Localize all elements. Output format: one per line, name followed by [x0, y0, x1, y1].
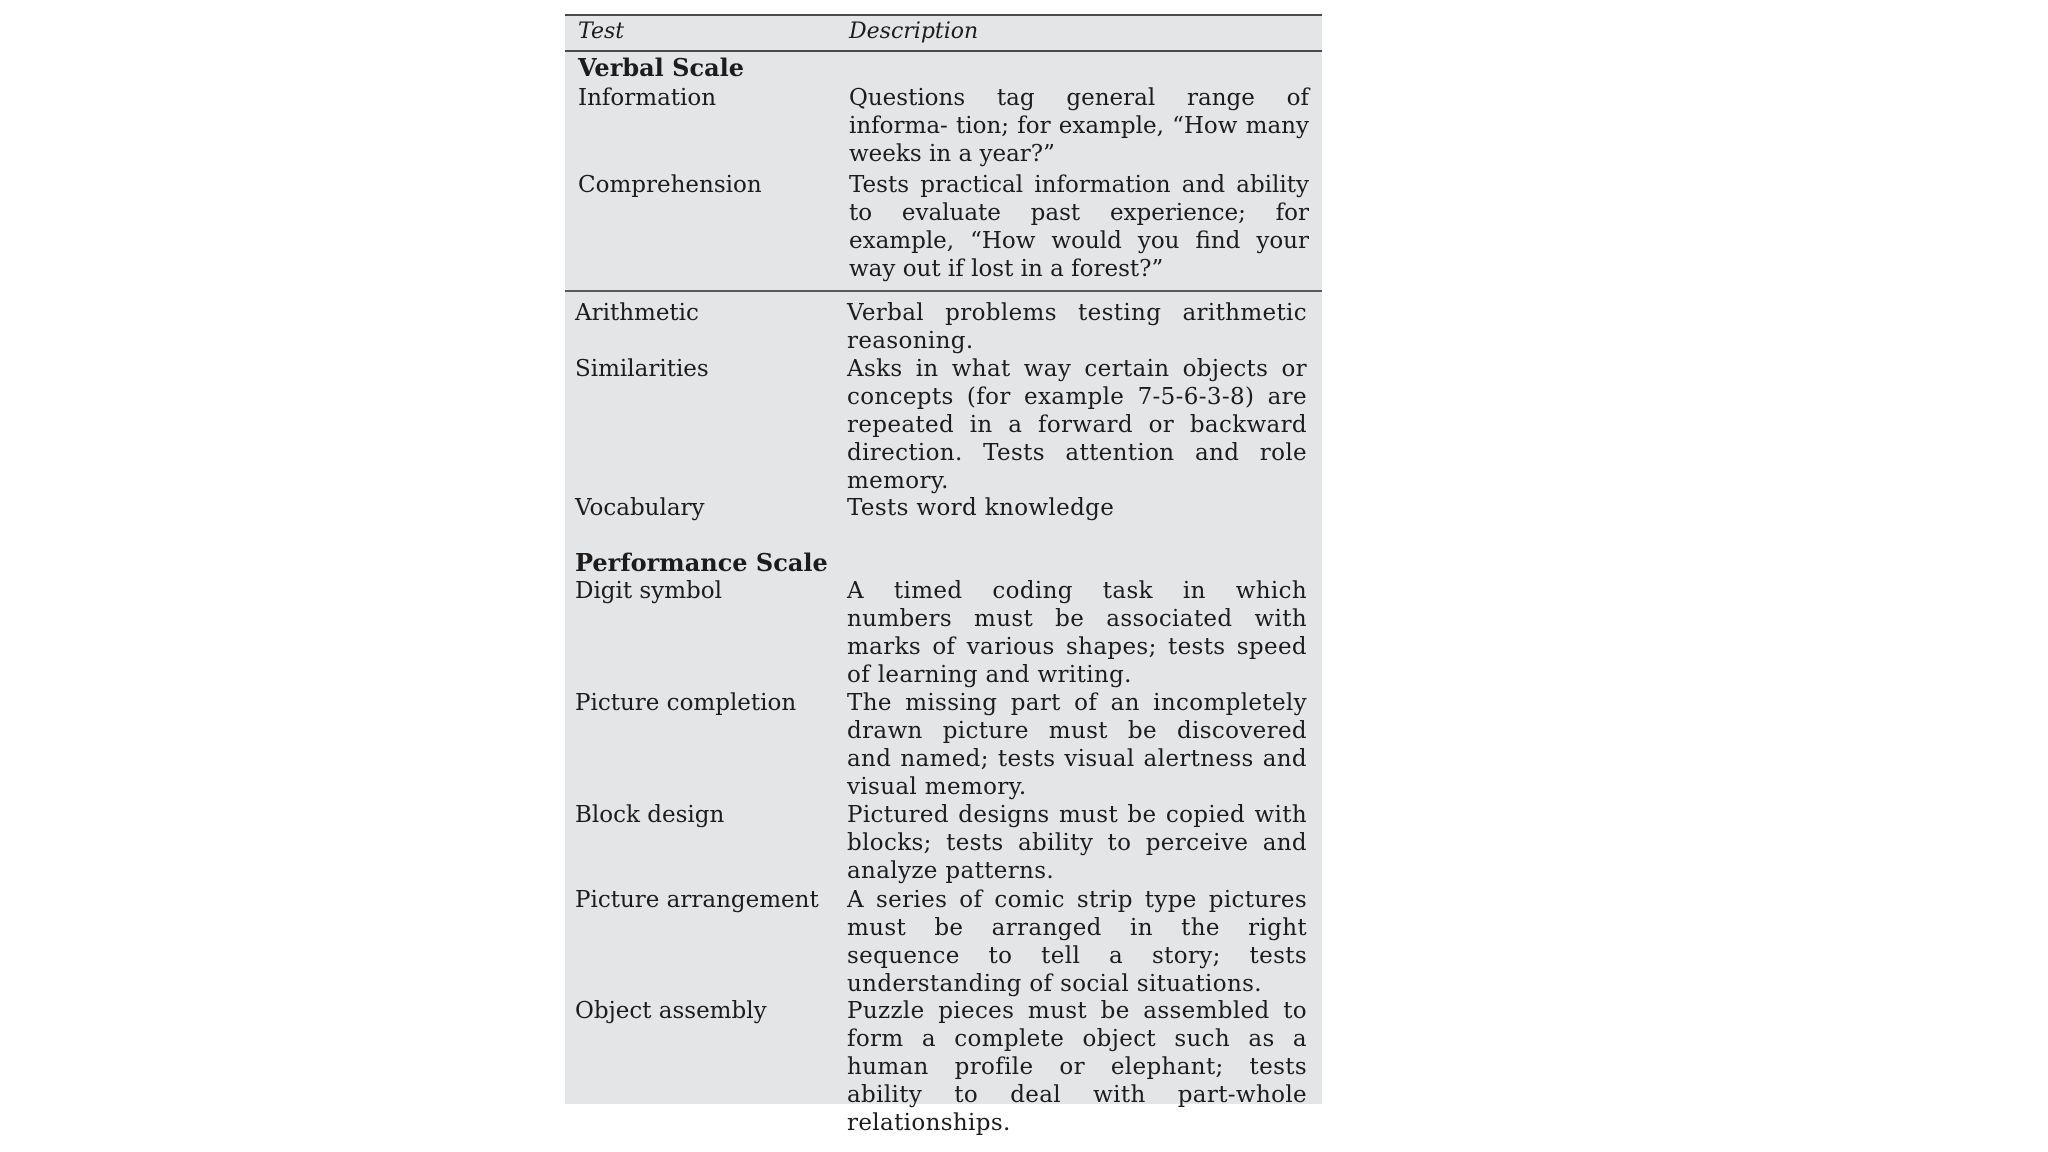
- test-name: Arithmetic: [575, 300, 699, 326]
- table-section-rule: [565, 290, 1322, 292]
- test-name: Picture completion: [575, 690, 797, 716]
- test-name: Comprehension: [578, 172, 762, 198]
- column-header-description: Description: [849, 19, 979, 44]
- test-description: The missing part of an incompletely drawn picture must be discovered and named; tests visual alertness and visual memory.: [847, 690, 1307, 800]
- test-description: Tests word knowledge: [847, 495, 1115, 521]
- test-description: A timed coding task in which numbers must be associated with marks of various shapes; tests speed of learning and writing.: [847, 578, 1307, 688]
- test-description: Puzzle pieces must be assembled to form a complete object such as a human profile or elephant; tests ability to deal with part-whole relationships.: [847, 998, 1307, 1136]
- test-name: Similarities: [575, 356, 709, 382]
- test-description: Tests practical information and ability to evaluate past experience; for example, “How would you find your way out if lost in a forest?”: [849, 172, 1309, 282]
- section-title-performance-scale: Performance Scale: [575, 548, 828, 577]
- test-name: Digit symbol: [575, 578, 722, 604]
- test-name: Object assembly: [575, 998, 767, 1024]
- test-description: Asks in what way certain objects or concepts (for example 7-5-6-3-8) are repeated in a forward or backward direction. Tests attention and role memory.: [847, 356, 1307, 494]
- test-name: Vocabulary: [575, 495, 705, 521]
- table-header-row: [565, 16, 1322, 50]
- test-description: Pictured designs must be copied with blocks; tests ability to perceive and analyze patterns.: [847, 802, 1307, 884]
- test-description: A series of comic strip type pictures must be arranged in the right sequence to tell a story; tests understanding of social situations.: [847, 887, 1307, 997]
- section-title-verbal-scale: Verbal Scale: [578, 53, 745, 82]
- test-description: Questions tag general range of informa- tion; for example, “How many weeks in a year?”: [849, 85, 1309, 167]
- table-header-rule: [565, 50, 1322, 52]
- test-name: Information: [578, 85, 717, 111]
- test-name: Block design: [575, 802, 725, 828]
- test-description: Verbal problems testing arithmetic reasoning.: [847, 300, 1307, 354]
- column-header-test: Test: [578, 19, 625, 44]
- test-description-table: [565, 14, 1322, 1136]
- test-name: Picture arrangement: [575, 887, 819, 913]
